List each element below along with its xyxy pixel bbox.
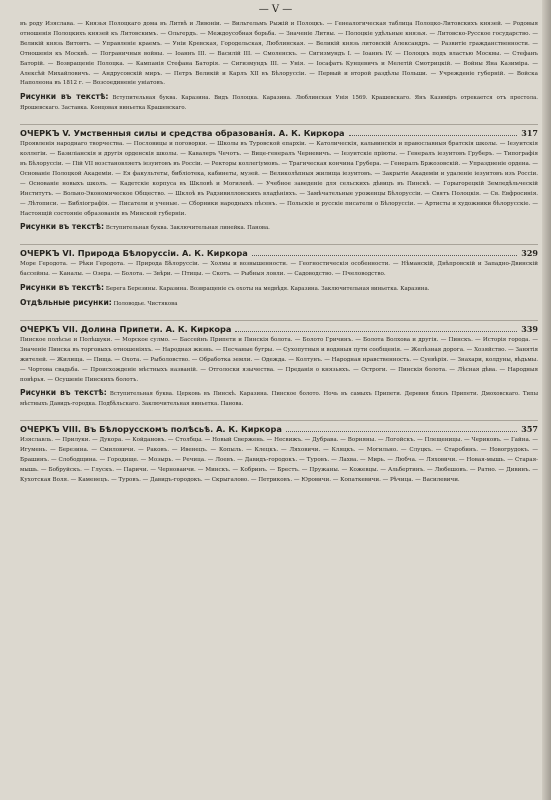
figures-label: Рисунки въ текстѣ:: [20, 283, 105, 293]
chapter-heading: [20, 323, 538, 336]
chapter-contents: Пинское полѣсье и Полѣшуки. — Морское сулмо. — Бассейнъ Припети и Пинскія болота. — Болото Гричинъ. — Болота Волхова и другія. — Пинскъ. — Исторія города. — Значеніе Пинска въ торговыхъ отношеніяхъ. — Народная жизнь. — Песчаные бугры. — Сухопутныя и водяныя пути сообщенія. — Желѣзная дорога. — Хозяйство. — Занятія жителей. — Жилища. — Пища. — Охота. — Рыболовство. — Обработка земли. — Одежда. — Колтунъ. — Народная нравственность. — Суевѣрія. — Знахари, колдуны, вѣдьмы. — Чортова свадьба. — Происхожденіе мѣстныхъ названій. — Отголоски язычества. — Преданія о князьяхъ. — Остроги. — Пинскія болота. — Лѣсная дѣва. — Народныя повѣрья. — Осушеніе Пинскихъ болотъ.: [20, 336, 538, 383]
table-of-contents: [20, 20, 538, 486]
chapter-title: ОЧЕРКЪ VII. Долина Припети. А. К. Киркора: [20, 323, 232, 334]
figures-text: Вступительная буква. Каразина. Видъ Полоцка. Каразина. Люблинская Унія 1569. Крашевскаго. Янъ Казиміръ отрекается отъ престола. Ярошевскаго. Заставка. Концовая виньетка Крашевскаго.: [20, 95, 539, 112]
separate-figures-text: Половодье. Чистякова: [113, 301, 178, 308]
intro-paragraph: въ роду Изяслава. — Князья Полоцкаго дома въ Литвѣ и Ливоніи. — Вильгельмъ Рыжій и Полоцкъ. — Генеалогическая таблица Полоцко-Литовскихъ князей. — Родовыя отношенія Полоцкихъ князей къ Литовскимъ. — Ольгердъ. — Междоусобная борьба. — Значеніе Литвы. — Полоцкіе удѣльные князья. — Литовско-Русское государство. — Великій князь Витовтъ. — Управленіе краемъ. — Уніи Кревская, Городельская, Люблинская. — Великій князь литовскій Александръ. — Развитіе гражданственности. — Отношенія къ Москвѣ. — Пограничныя войны. — Іоаннъ III. — Василій III. — Смоленскъ. — Сигизмундъ I. — Іоаннъ IV. — Полоцкъ подъ властью Москвы. — Стефанъ Баторій. — Возвращеніе Полоцка. — Кампанія Стефана Баторія. — Сигизмундъ III. — Унія. — Іосафатъ Кунцевичъ и Мелетій Смотрицкій. — Войны Яна Казиміра. — Алексѣй Михайловичъ. — Андрусовскій миръ. — Петръ Великій и Карлъ XII въ Бѣлоруссіи. — Первый и второй раздѣлы Польши. — Учрежденіе губерній. — Войска Наполеона въ 1812 г. — Возсоединеніе уніатовъ.: [20, 21, 538, 87]
intro-figures: [20, 92, 538, 114]
figures-label: Рисунки въ текстѣ:: [20, 388, 107, 398]
figures-label: Рисунки въ текстѣ:: [20, 222, 105, 232]
chapter-heading: [20, 247, 538, 260]
figures-label: Рисунки въ текстѣ:: [20, 92, 109, 102]
chapter-title: ОЧЕРКЪ VI. Природа Бѣлоруссіи. А. К. Киркора: [20, 248, 248, 259]
chapter-6: [20, 244, 538, 310]
chapter-title: ОЧЕРКЪ V. Умственныя силы и средства образованія. А. К. Киркора: [20, 128, 345, 139]
chapter-8: [20, 420, 538, 486]
dot-leaders: [235, 324, 517, 332]
chapter-heading: [20, 127, 538, 140]
separate-figures-label: Отдѣльные рисунки:: [20, 298, 112, 308]
chapter-title: ОЧЕРКЪ VIII. Въ Бѣлорусскомъ полѣсьѣ. А. К. Киркора: [20, 424, 282, 435]
figures-text: Берега Березины. Каразина. Возвращеніе съ охоты на медвѣдя. Каразина. Заключительная виньетка. Каразина.: [105, 286, 430, 293]
chapter-figures: [20, 388, 538, 410]
chapter-5: [20, 124, 538, 234]
dot-leaders: [286, 424, 517, 432]
dot-leaders: [349, 128, 518, 136]
chapter-contents: Море Геродота. — Рѣки Геродота. — Природа Бѣлоруссіи. — Холмы и возвышенности. — Геогностическія особенности. — Нѣманскій, Днѣпровскій и Западно-Двинскій бассейны. — Каналы. — Озера. — Болота. — Звѣри. — Птицы. — Скотъ. — Рыбныя ловли. — Садоводство. — Пчеловодство.: [20, 261, 538, 278]
dot-leaders: [252, 248, 518, 256]
chapter-figures: [20, 222, 538, 234]
figures-text: Вступительная буква. Заключительная линейка. Панова.: [105, 225, 270, 232]
figures-text: Вступительная буква. Церковь въ Пинскѣ. Каразина. Пинское болото. Ночь въ самыхъ Припети. Деревня близъ Припети. Дмоховскаго. Типы мѣстныхъ Давидъ-городка. Подбѣльскаго. Заключительная виньетка. Панова.: [20, 391, 539, 408]
chapter-heading: [20, 423, 538, 436]
page-number: — V —: [258, 4, 293, 15]
chapter-contents: Изяславль. — Прилуки. — Дукора. — Койдановъ. — Столбцы. — Новый Свержень. — Несвижъ. — Дубрава. — Ворняны. — Логойскъ. — Плещеницы. — Чериковъ. — Гайна. — Игумень. — Березина. — Смиловичи. — Раковъ. — Ивенецъ. — Копыль. — Клецкъ. — Ляховичи. — Кляцкъ. — Могильно. — Слуцкъ. — Старобинъ. — Новогрудокъ. — Брашинъ. — Слободщина. — Городище. — Мозырь. — Речица. — Лоевъ. — Давидъ-городокъ. — Туровъ. — Лахва. — Мирь. — Любча. — Ляховичи. — Новая-мышь. — Старая-мышь. — Бобруйскъ. — Глускъ. — Паричи. — Черноваичи. — Минскъ. — Кобринъ. — Брестъ. — Пружаны. — Кожевцы. — Альбертинъ. — Любешовъ. — Ратно. — Дивинъ. — Кухотская Воля. — Каменецъ. — Туровъ. — Давидъ-городокъ. — Скрыгалово. — Петриковъ. — Юровичи. — Копаткевичи. — Рѣчица. — Василевичи.: [20, 437, 538, 483]
chapter-figures: [20, 283, 538, 295]
chapter-page-number: 357: [521, 424, 538, 435]
chapter-page-number: 317: [521, 128, 538, 139]
chapter-page-number: 329: [521, 248, 538, 259]
book-spine-edge: [542, 0, 551, 800]
chapter-page-number: 339: [521, 323, 538, 334]
intro-section: [20, 20, 538, 114]
chapter-7: [20, 320, 538, 410]
separate-figures: [20, 298, 538, 310]
chapter-contents: Проявленія народнаго творчества. — Пословицы и поговорки. — Школы въ Туровской епархіи. — Католическія, кальвинскія и православныя братскія школы. — Іезуитскія коллегіи. — Базиліанскія и другія орденскія школы. — Кавалеръ Чечотъ. — Вице-генералъ Черневичъ. — Іезуитскіе пріюты. — Генералъ іезуитовъ Груберъ. — Типографія въ Бѣлоруссіи. — Пій VII возстановляетъ іезуитовъ въ Россіи. — Ректоры коллегіумовъ. — Трагическая кончина Грубера. — Генералъ Бржозовскій. — Упраздненіе ордена. — Основаніе Полоцкой Академіи. — Ея факультеты, библіотека, кабинеты, музей. — Великолѣпныя жилища іезуитовъ. — Закрытіе Академіи и удаленіе іезуитовъ изъ Россіи. — Основаніе новыхъ школъ. — Кадетскіе корпуса въ Шкловѣ и Могилевѣ. — Учебное заведеніе для сельскихъ дѣвицъ въ Пинскѣ. — Горыгорецкій Земледѣльческій Институтъ. — Вольно-Экономическое Общество. — Шклоѣ въ Радзивилловскихъ владѣніяхъ. — Замѣчательные уроженцы Бѣлоруссіи. — Святъ Полоцкія. — Св. Евфросинія. — Лѣтописи. — Библіографія. — Писатели и ученые. — Сборники народныхъ пѣсенъ. — Польскіе и русскіе писатели о Бѣлоруссіи. — Артисты и художники бѣлорусскіе. — Настоящій состояніе образованія въ Минской губерніи.: [20, 141, 539, 217]
